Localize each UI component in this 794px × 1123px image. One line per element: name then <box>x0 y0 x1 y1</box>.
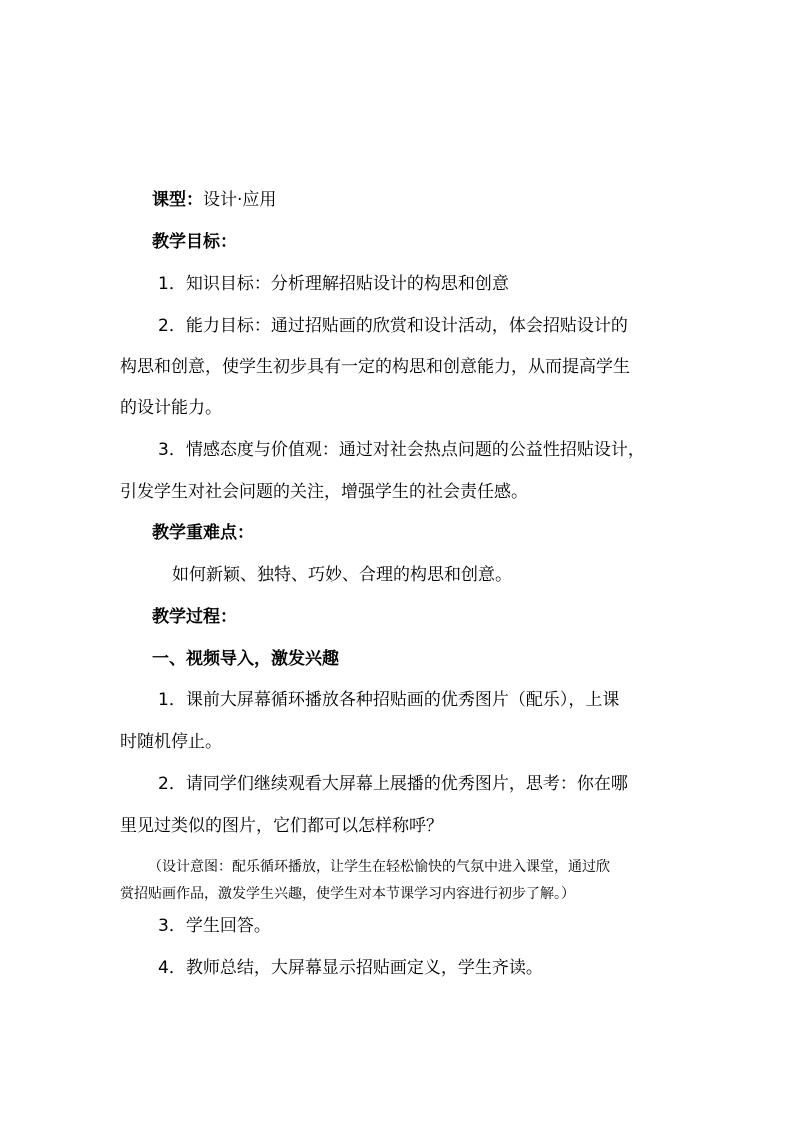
lesson-type-value: 设计·应用 <box>203 190 277 210</box>
goal-2-line-2: 构思和创意，使学生初步具有一定的构思和创意能力，从而提高学生 <box>120 357 630 377</box>
lesson-type-label: 课型： <box>152 190 203 210</box>
key-points-heading: 教学重难点： <box>152 523 254 543</box>
goal-2-line-1: 2．能力目标：通过招贴画的欣赏和设计活动，体会招贴设计的 <box>158 316 628 336</box>
step-1-line-1: 1．课前大屏幕循环播放各种招贴画的优秀图片（配乐），上课 <box>158 690 620 710</box>
step-2-line-1: 2．请同学们继续观看大屏幕上展播的优秀图片，思考：你在哪 <box>158 774 628 794</box>
process-heading: 教学过程： <box>152 607 237 627</box>
step-3: 3．学生回答。 <box>158 916 271 936</box>
step-4: 4．教师总结，大屏幕显示招贴画定义，学生齐读。 <box>158 958 543 978</box>
step-2-line-2: 里见过类似的图片，它们都可以怎样称呼？ <box>120 816 443 836</box>
design-note-line-1: （设计意图：配乐循环播放，让学生在轻松愉快的气氛中进入课堂，通过欣 <box>148 859 610 875</box>
goal-2-line-3: 的设计能力。 <box>120 398 222 418</box>
goal-3-line-1: 3．情感态度与价值观：通过对社会热点问题的公益性招贴设计， <box>158 440 645 460</box>
design-note-line-2: 赏招贴画作品，激发学生兴趣，使学生对本节课学习内容进行初步了解。） <box>120 886 575 902</box>
step-1-line-2: 时随机停止。 <box>120 732 222 752</box>
key-points-text: 如何新颖、独特、巧妙、合理的构思和创意。 <box>172 565 512 585</box>
lesson-type-line <box>152 189 276 211</box>
goals-heading: 教学目标： <box>152 232 237 252</box>
section-1-heading: 一、视频导入，激发兴趣 <box>152 649 339 669</box>
goal-1: 1．知识目标：分析理解招贴设计的构思和创意 <box>158 274 509 294</box>
goal-3-line-2: 引发学生对社会问题的关注，增强学生的社会责任感。 <box>120 482 528 502</box>
